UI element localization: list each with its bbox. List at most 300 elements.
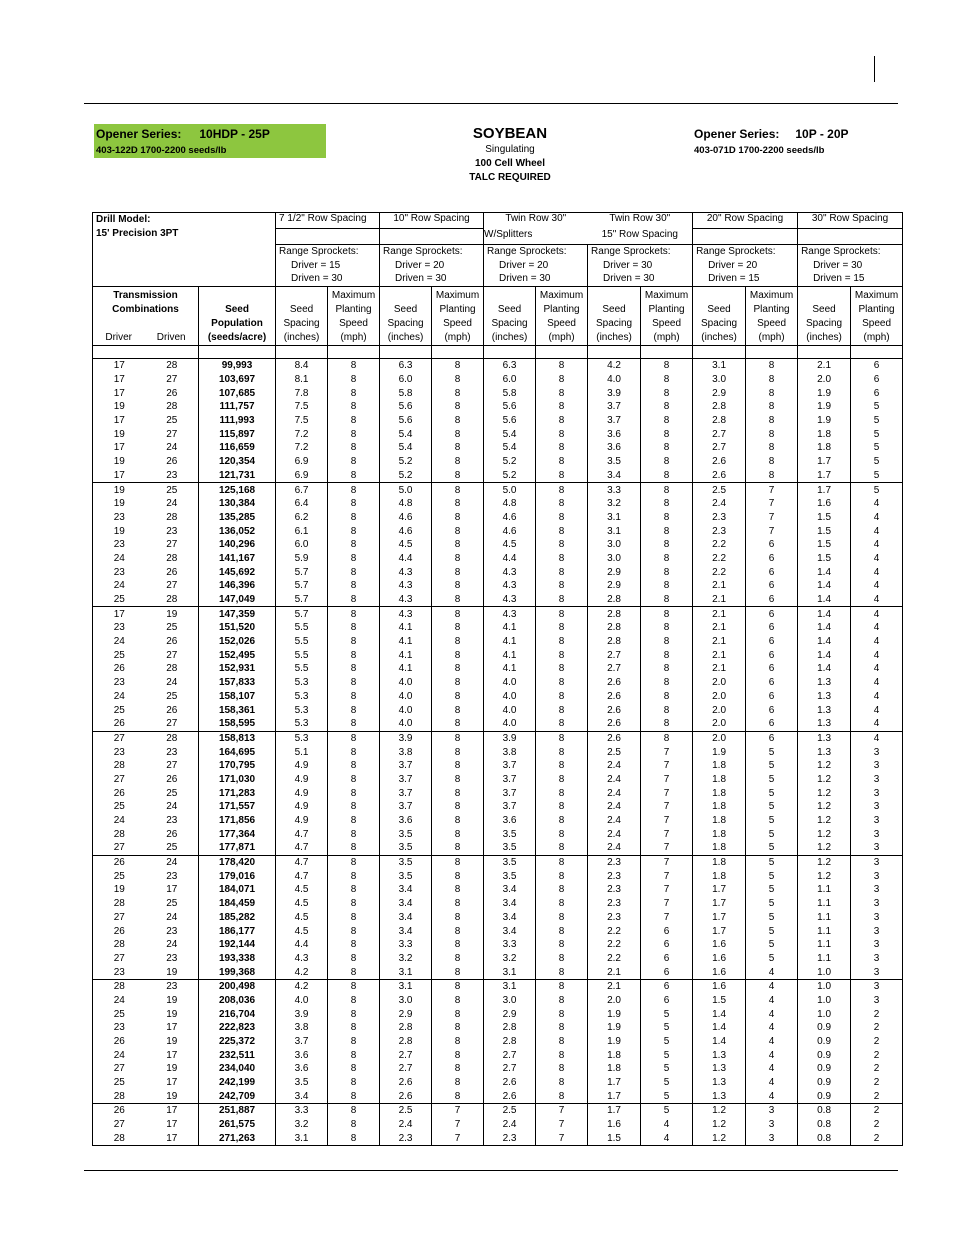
blank-subheader-6 (798, 229, 903, 245)
cell-spacing-30: 1.4 (798, 648, 851, 662)
cell-spacing-10: 4.0 (380, 676, 432, 690)
cell-spacing-twin-a: 5.6 (484, 400, 536, 414)
cell-spacing-twin-a: 5.2 (484, 469, 536, 483)
cell-spacing-7-5: 5.3 (276, 731, 328, 745)
cell-speed-30: 4 (851, 703, 903, 717)
max-speed-header (851, 287, 903, 346)
cell-population: 179,016 (199, 869, 276, 883)
cell-spacing-twin-a: 4.3 (484, 565, 536, 579)
cell-speed-30: 4 (851, 552, 903, 566)
cell-speed-30: 3 (851, 979, 903, 993)
cell-spacing-30: 1.9 (798, 386, 851, 400)
cell-speed-twin-a: 8 (536, 676, 588, 690)
cell-spacing-10: 3.9 (380, 731, 432, 745)
driver-label: Driver (105, 332, 133, 343)
seed-spacing-label: Seed (602, 304, 626, 315)
cell-spacing-30: 0.9 (798, 1089, 851, 1103)
transmission-header (93, 287, 199, 346)
cell-driven: 23 (146, 524, 199, 538)
cell-population: 107,685 (199, 386, 276, 400)
cell-spacing-10: 4.1 (380, 621, 432, 635)
cell-speed-20: 6 (746, 635, 798, 649)
cell-driver: 17 (93, 607, 146, 621)
cell-speed-7-5: 8 (328, 648, 380, 662)
cell-driver: 23 (93, 745, 146, 759)
cell-speed-twin-b: 6 (641, 952, 693, 966)
cell-spacing-twin-b: 2.2 (588, 924, 641, 938)
cell-spacing-20: 1.6 (693, 938, 746, 952)
cell-spacing-10: 2.4 (380, 1118, 432, 1132)
cell-spacing-7-5: 4.9 (276, 759, 328, 773)
cell-speed-twin-b: 8 (641, 427, 693, 441)
cell-speed-7-5: 8 (328, 938, 380, 952)
cell-driver: 17 (93, 359, 146, 373)
cell-speed-30: 4 (851, 648, 903, 662)
cell-spacing-20: 2.5 (693, 483, 746, 497)
cell-spacing-7-5: 6.9 (276, 469, 328, 483)
cell-speed-twin-b: 7 (641, 745, 693, 759)
cell-spacing-twin-b: 2.3 (588, 911, 641, 925)
cell-speed-twin-b: 8 (641, 703, 693, 717)
cell-population: 261,575 (199, 1118, 276, 1132)
cell-speed-7-5: 8 (328, 621, 380, 635)
cell-speed-20: 7 (746, 497, 798, 511)
cell-speed-twin-b: 6 (641, 994, 693, 1008)
cell-spacing-30: 1.1 (798, 938, 851, 952)
cell-population: 171,557 (199, 800, 276, 814)
cell-population: 200,498 (199, 979, 276, 993)
cell-population: 130,384 (199, 497, 276, 511)
cell-spacing-20: 2.1 (693, 662, 746, 676)
cell-spacing-twin-a: 3.5 (484, 855, 536, 869)
table-row (93, 648, 903, 662)
cell-spacing-30: 1.0 (798, 994, 851, 1008)
cell-speed-20: 6 (746, 593, 798, 607)
cell-spacing-twin-a: 3.5 (484, 827, 536, 841)
cell-speed-30: 4 (851, 662, 903, 676)
cell-driven: 24 (146, 911, 199, 925)
max-speed-header (536, 287, 588, 346)
cell-speed-twin-a: 8 (536, 621, 588, 635)
cell-speed-twin-b: 8 (641, 469, 693, 483)
seed-spacing-header (693, 287, 746, 346)
cell-driver: 17 (93, 414, 146, 428)
cell-spacing-twin-a: 2.7 (484, 1048, 536, 1062)
cell-speed-twin-b: 8 (641, 731, 693, 745)
cell-driven: 26 (146, 773, 199, 787)
cell-speed-twin-b: 8 (641, 565, 693, 579)
cell-speed-twin-b: 7 (641, 841, 693, 855)
cell-driven: 25 (146, 690, 199, 704)
blank-subheader-1 (276, 229, 380, 245)
cell-spacing-twin-b: 1.8 (588, 1062, 641, 1076)
cell-spacing-7-5: 8.1 (276, 373, 328, 387)
sprocket-driven: Driven = 30 (499, 273, 551, 284)
table-row (93, 979, 903, 993)
cell-spacing-twin-a: 3.8 (484, 745, 536, 759)
cell-speed-30: 4 (851, 621, 903, 635)
spacing-header-5: 20" Row Spacing (693, 213, 798, 229)
cell-spacing-7-5: 5.5 (276, 662, 328, 676)
cell-spacing-twin-a: 4.1 (484, 621, 536, 635)
cell-speed-30: 4 (851, 593, 903, 607)
seed-rate-table (92, 212, 903, 1146)
cell-driver: 17 (93, 373, 146, 387)
cell-spacing-10: 5.6 (380, 400, 432, 414)
cell-spacing-7-5: 3.2 (276, 1118, 328, 1132)
cell-speed-twin-b: 7 (641, 897, 693, 911)
max-speed-header (641, 287, 693, 346)
max-speed-header (328, 287, 380, 346)
cell-speed-twin-b: 8 (641, 621, 693, 635)
cell-speed-20: 8 (746, 414, 798, 428)
cell-spacing-20: 2.1 (693, 648, 746, 662)
cell-spacing-7-5: 3.9 (276, 1007, 328, 1021)
cell-speed-twin-a: 8 (536, 911, 588, 925)
cell-spacing-20: 1.7 (693, 911, 746, 925)
cell-speed-7-5: 8 (328, 455, 380, 469)
cell-population: 234,040 (199, 1062, 276, 1076)
cell-spacing-7-5: 3.5 (276, 1076, 328, 1090)
cell-speed-twin-a: 8 (536, 483, 588, 497)
cell-speed-30: 4 (851, 690, 903, 704)
max-speed-label: Maximum (435, 290, 480, 301)
cell-speed-twin-b: 7 (641, 911, 693, 925)
cell-spacing-10: 3.4 (380, 911, 432, 925)
table-row (93, 1021, 903, 1035)
gap-cell (93, 346, 146, 359)
cell-spacing-30: 1.0 (798, 965, 851, 979)
cell-speed-20: 4 (746, 1035, 798, 1049)
spacing-header-4: Twin Row 30" (588, 213, 693, 229)
cell-spacing-7-5: 3.6 (276, 1048, 328, 1062)
cell-speed-twin-a: 8 (536, 386, 588, 400)
cell-population: 164,695 (199, 745, 276, 759)
cell-speed-10: 8 (432, 786, 484, 800)
cell-spacing-twin-b: 2.7 (588, 662, 641, 676)
cell-spacing-10: 4.6 (380, 524, 432, 538)
cell-speed-7-5: 8 (328, 373, 380, 387)
cell-driver: 27 (93, 731, 146, 745)
cell-speed-10: 8 (432, 703, 484, 717)
cell-speed-7-5: 8 (328, 759, 380, 773)
cell-speed-20: 6 (746, 607, 798, 621)
seed-spacing-header (798, 287, 851, 346)
table-row (93, 814, 903, 828)
cell-speed-10: 8 (432, 593, 484, 607)
seed-spacing-label: Spacing (805, 318, 843, 329)
gap-cell (746, 346, 798, 359)
cell-spacing-twin-b: 2.8 (588, 607, 641, 621)
cell-spacing-20: 1.4 (693, 1007, 746, 1021)
cell-speed-10: 8 (432, 359, 484, 373)
cell-spacing-twin-b: 2.0 (588, 994, 641, 1008)
cell-driven: 25 (146, 621, 199, 635)
cell-spacing-10: 3.8 (380, 745, 432, 759)
cell-speed-10: 8 (432, 386, 484, 400)
spacing-header-6: 30" Row Spacing (798, 213, 903, 229)
cell-spacing-twin-a: 4.5 (484, 538, 536, 552)
crop-line-1: Singulating (485, 144, 535, 155)
cell-spacing-20: 1.8 (693, 786, 746, 800)
table-row (93, 897, 903, 911)
cell-speed-7-5: 8 (328, 635, 380, 649)
max-speed-label: Speed (652, 318, 682, 329)
cell-driver: 19 (93, 400, 146, 414)
top-rule (84, 103, 898, 104)
seed-spacing-label: Seed (707, 304, 731, 315)
cell-spacing-20: 1.6 (693, 952, 746, 966)
cell-spacing-30: 0.9 (798, 1048, 851, 1062)
cell-speed-20: 5 (746, 855, 798, 869)
cell-speed-10: 8 (432, 690, 484, 704)
max-speed-label: Maximum (331, 290, 376, 301)
cell-speed-20: 5 (746, 841, 798, 855)
cell-spacing-7-5: 4.7 (276, 869, 328, 883)
cell-spacing-20: 1.8 (693, 855, 746, 869)
cell-driver: 24 (93, 635, 146, 649)
cell-driver: 23 (93, 511, 146, 525)
cell-speed-twin-a: 8 (536, 814, 588, 828)
cell-spacing-twin-a: 3.3 (484, 938, 536, 952)
cell-spacing-twin-a: 4.1 (484, 648, 536, 662)
cell-speed-30: 3 (851, 897, 903, 911)
cell-spacing-7-5: 4.5 (276, 911, 328, 925)
cell-speed-7-5: 8 (328, 607, 380, 621)
cell-spacing-10: 4.1 (380, 648, 432, 662)
cell-population: 158,107 (199, 690, 276, 704)
cell-spacing-twin-b: 1.7 (588, 1104, 641, 1118)
cell-speed-twin-a: 8 (536, 607, 588, 621)
cell-speed-10: 8 (432, 883, 484, 897)
cell-spacing-twin-b: 2.5 (588, 745, 641, 759)
drill-model-label: Drill Model: (96, 214, 151, 225)
cell-spacing-twin-b: 1.5 (588, 1132, 641, 1146)
cell-speed-20: 6 (746, 703, 798, 717)
cell-spacing-10: 3.7 (380, 773, 432, 787)
left-opener-value: 10HDP - 25P (199, 127, 270, 141)
cell-speed-30: 5 (851, 483, 903, 497)
cell-driver: 24 (93, 1048, 146, 1062)
cell-driver: 19 (93, 483, 146, 497)
cell-driven: 17 (146, 883, 199, 897)
cell-speed-10: 8 (432, 855, 484, 869)
cell-spacing-20: 1.4 (693, 1035, 746, 1049)
cell-speed-twin-b: 7 (641, 759, 693, 773)
cell-speed-30: 4 (851, 538, 903, 552)
cell-spacing-10: 3.2 (380, 952, 432, 966)
sprocket-title: Range Sprockets: (279, 246, 359, 257)
cell-spacing-10: 4.6 (380, 511, 432, 525)
cell-population: 232,511 (199, 1048, 276, 1062)
gap-cell (851, 346, 903, 359)
cell-driver: 27 (93, 1062, 146, 1076)
seed-spacing-label: Spacing (700, 318, 738, 329)
cell-spacing-20: 2.0 (693, 676, 746, 690)
cell-driven: 27 (146, 373, 199, 387)
cell-speed-twin-b: 7 (641, 855, 693, 869)
cell-speed-20: 6 (746, 552, 798, 566)
cell-spacing-10: 5.8 (380, 386, 432, 400)
cell-spacing-twin-b: 3.6 (588, 441, 641, 455)
table-row (93, 579, 903, 593)
cell-speed-7-5: 8 (328, 565, 380, 579)
cell-spacing-20: 2.8 (693, 414, 746, 428)
table-row (93, 938, 903, 952)
table-row (93, 883, 903, 897)
cell-spacing-7-5: 5.5 (276, 648, 328, 662)
population-header (199, 287, 276, 346)
cell-speed-10: 7 (432, 1118, 484, 1132)
cell-speed-twin-b: 5 (641, 1035, 693, 1049)
cell-speed-10: 8 (432, 841, 484, 855)
cell-spacing-20: 1.6 (693, 979, 746, 993)
cell-spacing-20: 2.1 (693, 607, 746, 621)
cell-speed-30: 4 (851, 676, 903, 690)
cell-driven: 28 (146, 662, 199, 676)
table-row (93, 427, 903, 441)
cell-spacing-twin-b: 2.6 (588, 703, 641, 717)
max-speed-label: (mph) (444, 332, 471, 343)
cell-spacing-twin-a: 4.3 (484, 579, 536, 593)
sprocket-cell (693, 245, 798, 287)
cell-spacing-twin-a: 2.3 (484, 1132, 536, 1146)
cell-spacing-30: 1.5 (798, 552, 851, 566)
cell-spacing-20: 1.2 (693, 1104, 746, 1118)
cell-speed-twin-b: 4 (641, 1118, 693, 1132)
cell-driven: 25 (146, 786, 199, 800)
cell-spacing-20: 1.2 (693, 1132, 746, 1146)
cell-spacing-twin-b: 2.3 (588, 897, 641, 911)
cell-driven: 28 (146, 359, 199, 373)
cell-spacing-7-5: 6.0 (276, 538, 328, 552)
cell-spacing-twin-b: 3.9 (588, 386, 641, 400)
cell-driven: 27 (146, 717, 199, 731)
driven-label: Driven (156, 332, 186, 343)
cell-population: 192,144 (199, 938, 276, 952)
cell-spacing-10: 4.8 (380, 497, 432, 511)
cell-spacing-twin-b: 3.0 (588, 552, 641, 566)
cell-spacing-10: 4.1 (380, 662, 432, 676)
cell-speed-30: 4 (851, 579, 903, 593)
cell-speed-10: 8 (432, 1035, 484, 1049)
cell-driver: 27 (93, 773, 146, 787)
cell-spacing-twin-a: 3.5 (484, 869, 536, 883)
cell-spacing-7-5: 5.7 (276, 565, 328, 579)
cell-spacing-20: 1.3 (693, 1076, 746, 1090)
cell-speed-7-5: 8 (328, 427, 380, 441)
sprocket-driver: Driver = 30 (603, 259, 653, 271)
cell-spacing-20: 2.7 (693, 441, 746, 455)
cell-speed-7-5: 8 (328, 359, 380, 373)
cell-driven: 23 (146, 745, 199, 759)
cell-speed-7-5: 8 (328, 441, 380, 455)
sprocket-cell (588, 245, 693, 287)
cell-speed-30: 6 (851, 386, 903, 400)
cell-spacing-10: 5.6 (380, 414, 432, 428)
cell-spacing-10: 2.7 (380, 1048, 432, 1062)
cell-spacing-30: 1.0 (798, 1007, 851, 1021)
cell-spacing-twin-a: 3.6 (484, 814, 536, 828)
cell-spacing-7-5: 4.2 (276, 965, 328, 979)
gap-cell (693, 346, 746, 359)
cell-spacing-30: 1.5 (798, 524, 851, 538)
transmission-label-1: Transmission (113, 290, 178, 301)
cell-driven: 17 (146, 1118, 199, 1132)
cell-speed-10: 8 (432, 441, 484, 455)
sprocket-cell (276, 245, 380, 287)
gap-cell (199, 346, 276, 359)
cell-speed-twin-b: 8 (641, 524, 693, 538)
cell-speed-10: 8 (432, 869, 484, 883)
cell-speed-30: 5 (851, 441, 903, 455)
table-row (93, 869, 903, 883)
sprocket-cell (484, 245, 588, 287)
cell-speed-twin-a: 8 (536, 1089, 588, 1103)
cell-spacing-twin-a: 6.3 (484, 359, 536, 373)
cell-spacing-twin-b: 3.4 (588, 469, 641, 483)
cell-spacing-twin-a: 5.0 (484, 483, 536, 497)
cell-speed-twin-b: 8 (641, 386, 693, 400)
cell-spacing-7-5: 4.9 (276, 800, 328, 814)
cell-spacing-30: 1.2 (798, 786, 851, 800)
sprocket-driven: Driven = 15 (708, 273, 760, 284)
cell-spacing-10: 2.5 (380, 1104, 432, 1118)
cell-spacing-twin-b: 4.0 (588, 373, 641, 387)
cell-population: 199,368 (199, 965, 276, 979)
cell-population: 152,931 (199, 662, 276, 676)
cell-speed-20: 8 (746, 400, 798, 414)
spacing-header-3: Twin Row 30" (484, 213, 588, 229)
cell-driven: 25 (146, 897, 199, 911)
cell-driver: 26 (93, 1104, 146, 1118)
cell-spacing-twin-a: 4.8 (484, 497, 536, 511)
max-speed-label: (mph) (653, 332, 680, 343)
cell-speed-20: 5 (746, 911, 798, 925)
cell-speed-twin-a: 8 (536, 579, 588, 593)
cell-speed-20: 5 (746, 883, 798, 897)
seed-spacing-label: Spacing (595, 318, 633, 329)
sprocket-driver: Driver = 20 (708, 259, 758, 271)
cell-driver: 25 (93, 869, 146, 883)
cell-driver: 19 (93, 524, 146, 538)
cell-population: 111,757 (199, 400, 276, 414)
gap-cell (432, 346, 484, 359)
cell-driven: 27 (146, 759, 199, 773)
cell-driver: 25 (93, 703, 146, 717)
crop-title: SOYBEAN (472, 125, 548, 142)
cell-speed-30: 2 (851, 1007, 903, 1021)
cell-driven: 26 (146, 565, 199, 579)
cell-speed-twin-b: 8 (641, 483, 693, 497)
cell-spacing-20: 2.4 (693, 497, 746, 511)
cell-population: 152,495 (199, 648, 276, 662)
max-speed-label: Maximum (854, 290, 899, 301)
cell-speed-10: 8 (432, 994, 484, 1008)
cell-driven: 25 (146, 483, 199, 497)
cell-spacing-twin-b: 3.6 (588, 427, 641, 441)
cell-spacing-20: 2.0 (693, 717, 746, 731)
cell-speed-7-5: 8 (328, 841, 380, 855)
population-label-2: Population (211, 318, 263, 329)
cell-driven: 26 (146, 703, 199, 717)
cell-driven: 28 (146, 511, 199, 525)
cell-speed-20: 7 (746, 511, 798, 525)
cell-population: 146,396 (199, 579, 276, 593)
cell-speed-30: 4 (851, 717, 903, 731)
table-row (93, 497, 903, 511)
cell-speed-twin-b: 5 (641, 1089, 693, 1103)
